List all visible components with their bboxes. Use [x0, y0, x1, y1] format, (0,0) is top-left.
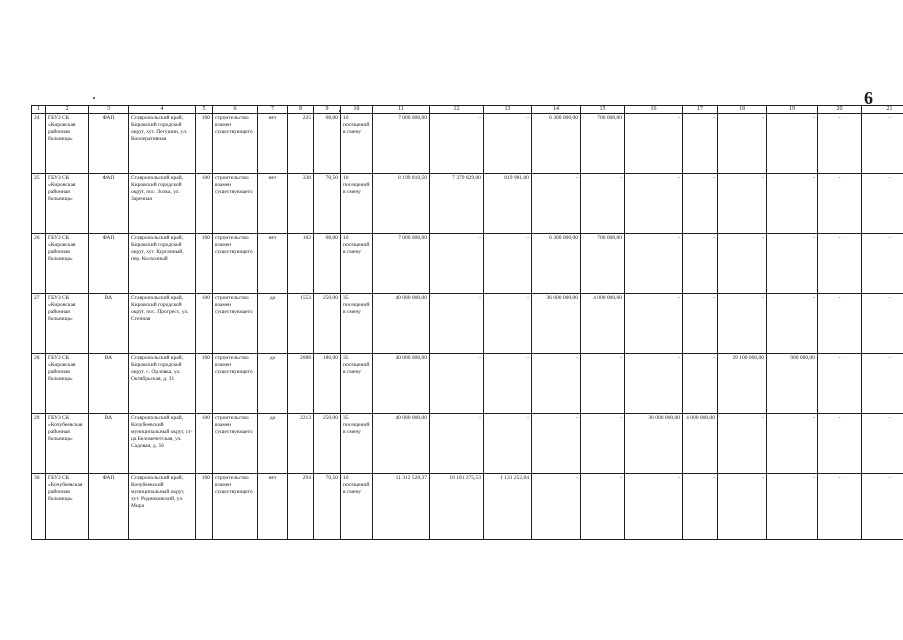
table-cell: 100: [196, 234, 213, 294]
table-cell: -: [862, 474, 903, 540]
table-cell: 338: [288, 174, 314, 234]
column-header: 15: [581, 106, 625, 114]
table-cell: -: [818, 294, 862, 354]
column-header: 21: [862, 106, 903, 114]
table-row: [32, 474, 903, 540]
column-header: 4: [129, 106, 196, 114]
table-cell: -: [484, 414, 532, 474]
column-header: 10: [341, 106, 373, 114]
table-cell: 6 300 000,00: [532, 234, 581, 294]
table-cell: 100: [196, 414, 213, 474]
table-cell: 68,00: [314, 114, 341, 174]
table-cell: 100: [196, 114, 213, 174]
table-cell: 4 000 000,00: [683, 414, 718, 474]
table-cell: 180,00: [314, 354, 341, 414]
table-cell: ГБУЗ СК «Кировская районная больница»: [46, 354, 89, 414]
table-cell: -: [581, 474, 625, 540]
table-cell: строительство взамен существующего: [213, 234, 258, 294]
table-cell: -: [718, 414, 767, 474]
table-cell: нет: [258, 474, 288, 540]
table-cell: -: [430, 294, 484, 354]
column-header: 9: [314, 106, 341, 114]
table-cell: 100: [196, 294, 213, 354]
table-cell: -: [484, 354, 532, 414]
table-cell: 24: [32, 114, 46, 174]
column-header: 11: [373, 106, 430, 114]
table-cell: 28: [32, 354, 46, 414]
table-cell: -: [430, 414, 484, 474]
table-cell: ВА: [89, 354, 129, 414]
table-cell: -: [818, 354, 862, 414]
table-cell: нет: [258, 174, 288, 234]
column-header: 18: [718, 106, 767, 114]
table-cell: Ставропольский край, Кочубеевский муниципальный округ, ст-ца Беломечетская, ул. Садовая, д. 56: [129, 414, 196, 474]
table-cell: 900 000,00: [767, 354, 818, 414]
table-cell: 10 посещений в смену: [341, 174, 373, 234]
table-cell: 700 000,00: [581, 234, 625, 294]
table-cell: -: [862, 234, 903, 294]
table-cell: 294: [288, 474, 314, 540]
table-cell: 7 000 000,00: [373, 234, 430, 294]
table-cell: 250,00: [314, 294, 341, 354]
table-cell: -: [767, 114, 818, 174]
table-cell: -: [484, 234, 532, 294]
table-cell: ГБУЗ СК «Кировская районная больница»: [46, 294, 89, 354]
table-cell: -: [818, 474, 862, 540]
table-cell: ГБУЗ СК «Кочубеевская районная больница»: [46, 474, 89, 540]
table-cell: 40 000 000,00: [373, 354, 430, 414]
table-cell: -: [625, 354, 683, 414]
table-cell: -: [818, 234, 862, 294]
table-cell: 30: [32, 474, 46, 540]
table-cell: 225: [288, 114, 314, 174]
table-cell: -: [625, 174, 683, 234]
table-cell: 68,00: [314, 234, 341, 294]
table-cell: Ставропольский край, Кировский городской округ, с. Орловка, ул. Октябрьская, д. 31: [129, 354, 196, 414]
table-header: [32, 106, 903, 114]
table-cell: 4 000 000,00: [581, 294, 625, 354]
table-row: [32, 114, 903, 174]
table-cell: ГБУЗ СК «Кировская районная больница»: [46, 114, 89, 174]
table-cell: строительство взамен существующего: [213, 414, 258, 474]
table-cell: 25: [32, 174, 46, 234]
table-cell: -: [767, 234, 818, 294]
table-cell: ВА: [89, 414, 129, 474]
table-cell: 250,00: [314, 414, 341, 474]
column-header: 5: [196, 106, 213, 114]
table-cell: -: [683, 114, 718, 174]
table-cell: -: [581, 174, 625, 234]
table-cell: -: [625, 294, 683, 354]
column-header: 1: [32, 106, 46, 114]
table-cell: -: [430, 114, 484, 174]
table-cell: -: [862, 414, 903, 474]
column-header: 13: [484, 106, 532, 114]
table-cell: Ставропольский край, Кировский городской округ, пос. Прогресс, ул. Степная: [129, 294, 196, 354]
column-header: 16: [625, 106, 683, 114]
table-cell: ФАП: [89, 234, 129, 294]
table-cell: 35 посещений в смену: [341, 354, 373, 414]
table-cell: -: [718, 174, 767, 234]
table-cell: ВА: [89, 294, 129, 354]
table-cell: -: [718, 114, 767, 174]
table-cell: -: [862, 174, 903, 234]
table-cell: 6 300 000,00: [532, 114, 581, 174]
table-cell: ФАП: [89, 114, 129, 174]
table-cell: 10 181 275,53: [430, 474, 484, 540]
table-cell: Ставропольский край, Кировский городской округ, хут. Курганный, пер. Колхозный: [129, 234, 196, 294]
table-cell: строительство взамен существующего: [213, 474, 258, 540]
table-cell: -: [532, 474, 581, 540]
table-cell: 100: [196, 174, 213, 234]
table-cell: -: [484, 294, 532, 354]
table-cell: -: [532, 414, 581, 474]
header-row: [32, 106, 903, 114]
table-cell: -: [581, 354, 625, 414]
table-cell: ФАП: [89, 174, 129, 234]
table-cell: -: [532, 174, 581, 234]
table-row: [32, 234, 903, 294]
table-cell: -: [818, 414, 862, 474]
table-cell: -: [484, 114, 532, 174]
column-header: 6: [213, 106, 258, 114]
table-cell: 7 379 829,00: [430, 174, 484, 234]
table-row: [32, 414, 903, 474]
table-cell: 40 000 000,00: [373, 294, 430, 354]
table-cell: 40 000 000,00: [373, 414, 430, 474]
table-cell: -: [818, 174, 862, 234]
table-cell: -: [767, 474, 818, 540]
table-cell: -: [683, 354, 718, 414]
table-cell: ГБУЗ СК «Кировская районная больница»: [46, 234, 89, 294]
table-cell: 10 посещений в смену: [341, 234, 373, 294]
table-row: [32, 294, 903, 354]
table-cell: нет: [258, 234, 288, 294]
table-cell: 27: [32, 294, 46, 354]
scan-speck: [93, 97, 95, 99]
column-header: 19: [767, 106, 818, 114]
page-number: 6: [864, 88, 873, 108]
table-cell: Ставропольский край, Кочубеевский муниципальный округ, хут. Родниковский, ул. Мира: [129, 474, 196, 540]
table-cell: строительство взамен существующего: [213, 114, 258, 174]
table-cell: да: [258, 354, 288, 414]
table-cell: строительство взамен существующего: [213, 354, 258, 414]
table-cell: 10 посещений в смену: [341, 114, 373, 174]
table-cell: 70,50: [314, 174, 341, 234]
table-cell: -: [625, 114, 683, 174]
table-cell: -: [818, 114, 862, 174]
column-header: 8: [288, 106, 314, 114]
table-cell: -: [683, 234, 718, 294]
column-header: 14: [532, 106, 581, 114]
table-cell: 26: [32, 234, 46, 294]
table-cell: ГБУЗ СК «Кировская районная больница»: [46, 174, 89, 234]
table-cell: -: [581, 414, 625, 474]
table-cell: -: [683, 474, 718, 540]
table-cell: -: [862, 114, 903, 174]
table-cell: -: [862, 354, 903, 414]
column-header: 2: [46, 106, 89, 114]
table-body: [32, 114, 903, 540]
table-cell: 2213: [288, 414, 314, 474]
column-header: 12: [430, 106, 484, 114]
table-cell: 8 199 810,50: [373, 174, 430, 234]
table-cell: 29: [32, 414, 46, 474]
table-cell: -: [625, 474, 683, 540]
table-cell: 36 000 000,00: [532, 294, 581, 354]
table-cell: 100: [196, 474, 213, 540]
table-cell: -: [718, 294, 767, 354]
table-cell: 1 131 252,84: [484, 474, 532, 540]
table-cell: 35 посещений в смену: [341, 414, 373, 474]
table-cell: ГБУЗ СК «Кочубеевская районная больница»: [46, 414, 89, 474]
column-header: 17: [683, 106, 718, 114]
table-cell: строительство взамен существующего: [213, 174, 258, 234]
column-header: 7: [258, 106, 288, 114]
table-cell: -: [683, 174, 718, 234]
table-cell: -: [430, 234, 484, 294]
table-cell: 10 посещений в смену: [341, 474, 373, 540]
table-cell: 819 981,00: [484, 174, 532, 234]
table-cell: ФАП: [89, 474, 129, 540]
table-cell: -: [718, 474, 767, 540]
table-cell: -: [767, 174, 818, 234]
table-row: [32, 354, 903, 414]
table-cell: строительство взамен существующего: [213, 294, 258, 354]
column-header: 20: [818, 106, 862, 114]
column-header: 3: [89, 106, 129, 114]
table-cell: 11 312 528,37: [373, 474, 430, 540]
table-cell: 36 000 000,00: [625, 414, 683, 474]
table-cell: 100: [196, 354, 213, 414]
table-cell: -: [625, 234, 683, 294]
table-cell: 35 посещений в смену: [341, 294, 373, 354]
table-cell: 1553: [288, 294, 314, 354]
table-cell: да: [258, 414, 288, 474]
data-table: [31, 105, 903, 540]
table-cell: да: [258, 294, 288, 354]
table-cell: -: [862, 294, 903, 354]
table-cell: 39 100 000,00: [718, 354, 767, 414]
table-cell: -: [532, 354, 581, 414]
table-cell: Ставропольский край, Кировский городской округ, хут. Пегушин, ул. Кооперативная: [129, 114, 196, 174]
table-cell: 182: [288, 234, 314, 294]
table-cell: -: [430, 354, 484, 414]
table-cell: 7 000 000,00: [373, 114, 430, 174]
table-row: [32, 174, 903, 234]
table-cell: 700 000,00: [581, 114, 625, 174]
table-cell: нет: [258, 114, 288, 174]
table-cell: -: [718, 234, 767, 294]
table-cell: 70,50: [314, 474, 341, 540]
table-cell: -: [767, 414, 818, 474]
table-cell: -: [767, 294, 818, 354]
table-cell: -: [683, 294, 718, 354]
table-cell: 2088: [288, 354, 314, 414]
table-cell: Ставропольский край, Кировский городской округ, пос. Золка, ул. Заречная: [129, 174, 196, 234]
